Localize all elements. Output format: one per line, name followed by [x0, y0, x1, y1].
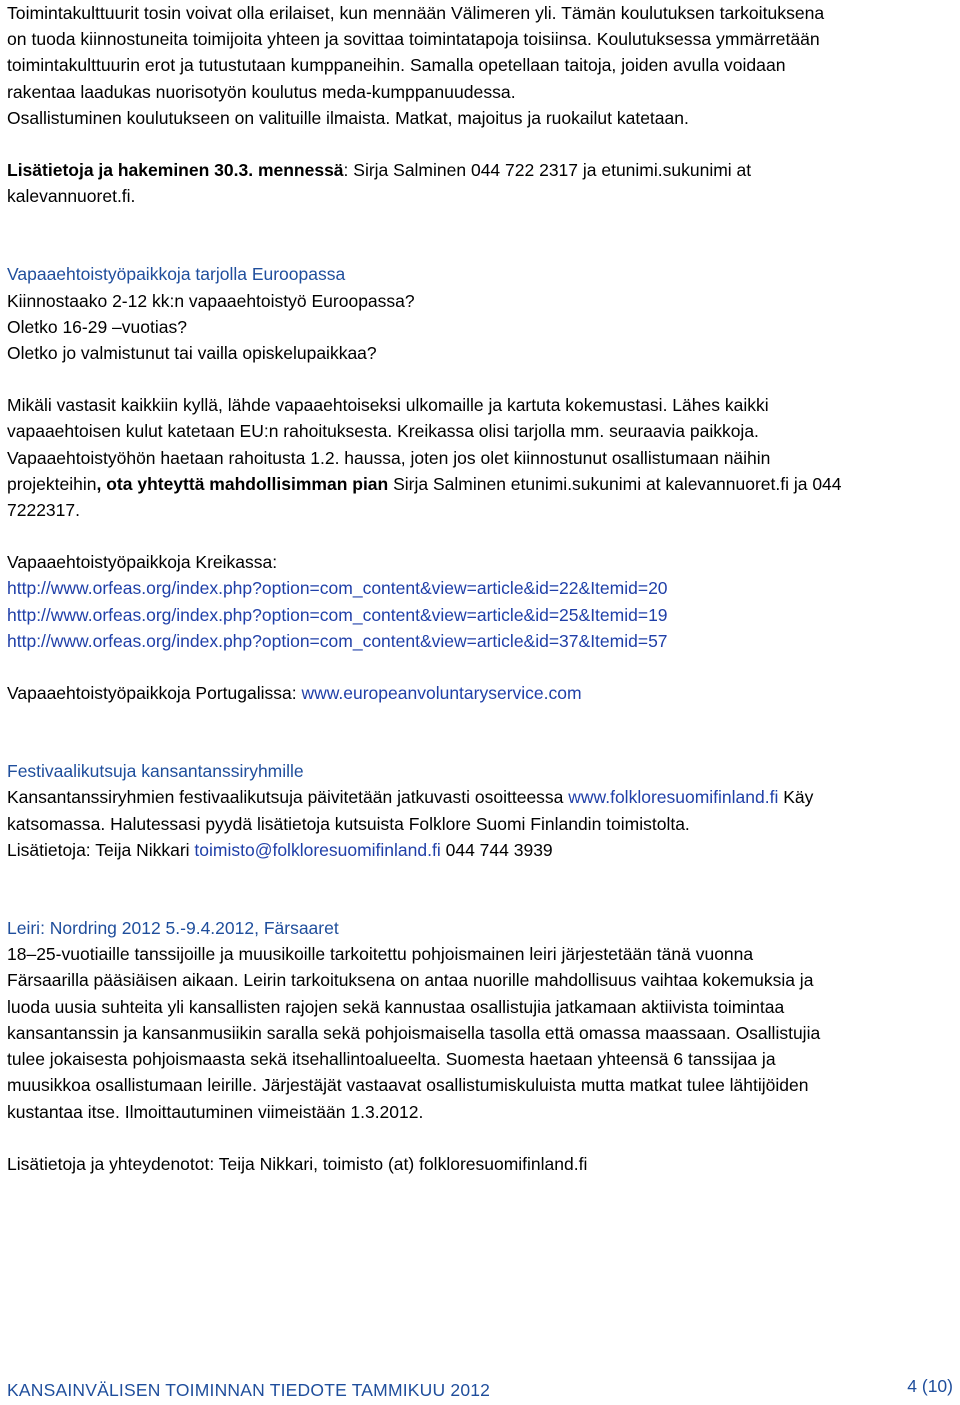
text-span: Käy: [778, 787, 814, 808]
text-line: on tuoda kiinnostuneita toimijoita yhteen ja sovittaa toimintatapoja toisiinsa. Koulutuksessa ymmärretään: [7, 29, 820, 50]
text-line: vapaaehtoisen kulut katetaan EU:n rahoituksesta. Kreikassa olisi tarjolla mm. seuraavia paikkoja.: [7, 421, 759, 442]
text-line: kustantaa itse. Ilmoittautuminen viimeistään 1.3.2012.: [7, 1101, 424, 1122]
question-line: Oletko jo valmistunut tai vailla opiskelupaikkaa?: [7, 343, 377, 364]
text-line: Mikäli vastasit kaikkiin kyllä, lähde vapaaehtoiseksi ulkomaille ja kartuta kokemustasi. Lähes kaikki: [7, 395, 769, 416]
greece-link-1[interactable]: http://www.orfeas.org/index.php?option=com_content&view=article&id=22&Itemid=20: [7, 578, 668, 599]
portugal-line: [7, 680, 953, 706]
text-line: muusikkoa osallistumaan leirille. Järjestäjät vastaavat osallistumiskuluista mutta matkat tulee lähtijöiden: [7, 1075, 809, 1096]
text-line: Vapaaehtoistyöhön haetaan rahoitusta 1.2. haussa, joten jos olet kiinnostunut osallistumaan näihin: [7, 447, 771, 468]
text-span: Sirja Salminen etunimi.sukunimi at kalevannuoret.fi ja 044: [388, 473, 842, 494]
page-footer: [7, 1368, 953, 1398]
text-line: tulee jokaisesta pohjoismaasta sekä itsehallintoalueelta. Suomesta haetaan yhteensä 6 tanssijaa ja: [7, 1049, 776, 1070]
question-line: Oletko 16-29 –vuotias?: [7, 316, 187, 337]
greece-link-2[interactable]: http://www.orfeas.org/index.php?option=com_content&view=article&id=25&Itemid=19: [7, 604, 668, 625]
document-page: [7, 0, 953, 1177]
text-line: katsomassa. Halutessasi pyydä lisätietoja kutsuista Folklore Suomi Finlandin toimistolta.: [7, 813, 690, 834]
contact-line: kalevannuoret.fi.: [7, 186, 136, 207]
text-line: Osallistuminen koulutukseen on valituille ilmaista. Matkat, majoitus ja ruokailut katetaan.: [7, 107, 689, 128]
text-line: [7, 837, 953, 863]
bold-span: , ota yhteyttä mahdollisimman pian: [96, 473, 389, 494]
portugal-link[interactable]: www.europeanvoluntaryservice.com: [301, 683, 582, 704]
page-number: 4 (10): [907, 1376, 953, 1396]
section-heading-camp: Leiri: Nordring 2012 5.-9.4.2012, Färsaaret: [7, 918, 339, 939]
camp-contact: Lisätietoja ja yhteydenotot: Teija Nikkari, toimisto (at) folkloresuomifinland.fi: [7, 1153, 588, 1174]
section-heading-festivals: Festivaalikutsuja kansantanssiryhmille: [7, 761, 304, 782]
text-line: [7, 784, 953, 810]
text-line: Toimintakulttuurit tosin voivat olla erilaiset, kun mennään Välimeren yli. Tämän koulutuksen tarkoituksena: [7, 3, 825, 23]
greece-label: Vapaaehtoistyöpaikkoja Kreikassa:: [7, 552, 278, 573]
text-span: Lisätietoja: Teija Nikkari: [7, 839, 195, 860]
folklore-link[interactable]: www.folkloresuomifinland.fi: [568, 787, 779, 808]
text-line: Färsaarilla pääsiäisen aikaan. Leirin tarkoituksena on antaa nuorille mahdollisuus vaihtaa kokemuksia ja: [7, 970, 814, 991]
footer-title: KANSAINVÄLISEN TOIMINNAN TIEDOTE TAMMIKUU 2012: [7, 1380, 491, 1400]
text-line: rakentaa laadukas nuorisotyön koulutus meda-kumppanuudessa.: [7, 81, 516, 102]
text-line: 7222317.: [7, 500, 80, 521]
text-span: 044 744 3939: [440, 839, 553, 860]
contact-bold: Lisätietoja ja hakeminen 30.3. mennessä: [7, 160, 344, 181]
text-span: Kansantanssiryhmien festivaalikutsuja päivitetään jatkuvasti osoitteessa: [7, 787, 569, 808]
portugal-label: Vapaaehtoistyöpaikkoja Portugalissa:: [7, 683, 302, 704]
text-line: kansantanssin ja kansanmusiikin saralla sekä pohjoismaisella tasolla että omassa maassaan. Osallistujia: [7, 1022, 821, 1043]
text-line: luoda uusia suhteita yli kansallisten rajojen sekä kannustaa osallistujia jatkamaan aktiivista toimintaa: [7, 996, 785, 1017]
contact-line: [7, 157, 953, 183]
contact-rest: : Sirja Salminen 044 722 2317 ja etunimi.sukunimi at: [343, 160, 752, 181]
text-line: 18–25-vuotiaille tanssijoille ja muusikoille tarkoitettu pohjoismainen leiri järjestetään tänä vuonna: [7, 944, 754, 965]
text-line: [7, 471, 953, 497]
text-line: toimintakulttuurin erot ja tutustutaan kumppaneihin. Samalla opetellaan taitoja, joiden avulla voidaan: [7, 55, 786, 76]
email-link[interactable]: toimisto@folkloresuomifinland.fi: [194, 839, 441, 860]
greece-link-3[interactable]: http://www.orfeas.org/index.php?option=com_content&view=article&id=37&Itemid=57: [7, 630, 668, 651]
question-line: Kiinnostaako 2-12 kk:n vapaaehtoistyö Euroopassa?: [7, 290, 415, 311]
section-heading-evs: Vapaaehtoistyöpaikkoja tarjolla Euroopassa: [7, 264, 346, 285]
text-span: projekteihin: [7, 473, 97, 494]
